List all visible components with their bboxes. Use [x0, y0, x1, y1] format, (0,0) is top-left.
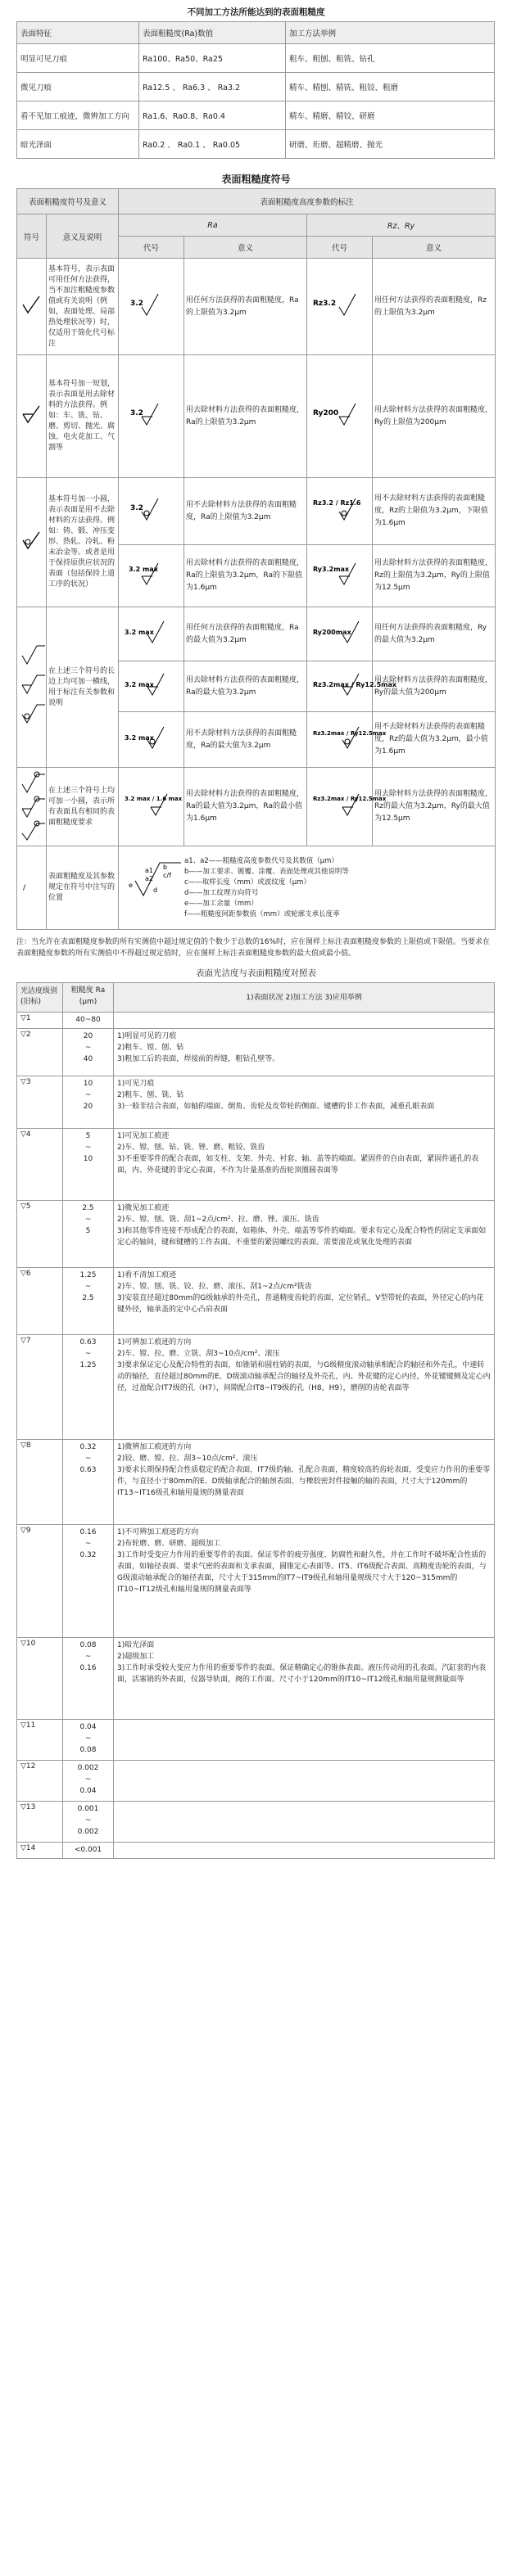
cell: 精车、精磨、精铰、研磨 — [286, 102, 495, 130]
ra-cell: 0.04 ~ 0.08 — [63, 1720, 114, 1761]
ra-code-basic — [119, 259, 184, 355]
rz-meaning: 用去除材料方法获得的表面粗糙度，Ry的上限值为200μm — [373, 355, 496, 478]
position-diagram-icon — [127, 856, 184, 905]
svg-text:e: e — [129, 881, 133, 889]
header-grade: 光洁度级别(旧标) — [17, 983, 63, 1013]
header-method: 加工方法举例 — [286, 22, 495, 44]
ra-cell: 0.32 ~ 0.63 — [63, 1440, 114, 1525]
ra-code-max — [119, 607, 184, 661]
ra-code-removal — [119, 355, 184, 478]
cell: 明显可见刀痕 — [17, 44, 139, 73]
ra-value: 3.2 max — [124, 681, 154, 688]
use-cell — [114, 1720, 495, 1761]
grade-cell: ▽7 — [17, 1335, 63, 1440]
ra-cell: 10 ~ 20 — [63, 1076, 114, 1129]
cell: Ra0.2 、 Ra0.1 、 Ra0.05 — [139, 130, 286, 159]
ra-value: 3.2 — [129, 504, 143, 512]
ra-meaning: 用不去除材料方法获得的表面粗糙度，Ra的最大值为3.2μm — [184, 712, 307, 768]
ra-meaning: 用去除材料方法获得的表面粗糙度，Ra的最大值为3.2μm — [184, 661, 307, 712]
finish-roughness-table — [16, 982, 495, 1859]
header-height-param: 表面粗糙度高度参数的标注 — [119, 189, 496, 214]
use-cell — [114, 1802, 495, 1843]
ra-value: 3.2 max — [124, 629, 154, 636]
ra-cell: 0.002 ~ 0.04 — [63, 1761, 114, 1802]
symbol-basic — [17, 259, 47, 355]
symbol-position — [17, 846, 47, 930]
table-row — [17, 478, 496, 545]
rz-value: Ry3.2max — [312, 566, 349, 573]
grade-cell: ▽1 — [17, 1013, 63, 1029]
rz-code-removal — [307, 355, 373, 478]
use-cell: 1)可见刀痕 2)粗车、刨、铣、钻 3)一般非结合表面，如轴的端面、倒角、齿轮及皮带轮的侧面、键槽的非工作表面，减重孔眼表面 — [114, 1076, 495, 1129]
use-cell: 1)看不清加工痕迹 2)车、镗、刨、铣、铰、拉、磨、滚压、刮1~2点/cm²铣齿 3)安装直径超过80mm的G级轴承的外壳孔，普通精度齿轮的齿面，定位销孔，V型带轮的表面，外径定心的内花键外径，轴承盖的定中心凸肩表面 — [114, 1268, 495, 1335]
legend-line: b——加工要求、镀覆、涂覆、表面处理或其他说明等 — [184, 867, 349, 876]
header-ra: 表面粗糙度(Ra)数值 — [139, 22, 286, 44]
ra-code-range — [119, 545, 184, 607]
use-cell: 1)可见加工痕迹 2)车、镗、刨、钻、铣、锉、磨、粗铰、铣齿 3)不重要零件的配合表面，如支柱、支架、外壳、衬套、轴、盖等的端面。紧固件的自由表面，紧固件通孔的表面，内、外花键的非定心表面，不作为计量基准的齿轮顶圈圆表面等 — [114, 1129, 495, 1201]
rz-code-non-removal — [307, 478, 373, 545]
ra-cell: 40~80 — [63, 1013, 114, 1029]
rz-value: Rz3.2max / Ry12.5max — [312, 730, 386, 737]
rz-code-max — [307, 607, 373, 661]
cell: 精车、精刨、精铣、粗铰、粗磨 — [286, 73, 495, 102]
table-row — [17, 768, 496, 846]
ra-cell: 5 ~ 10 — [63, 1129, 114, 1201]
ra-value: 3.2 — [129, 300, 143, 308]
ra-code-max-removal — [119, 661, 184, 712]
header-meaning: 意义及说明 — [47, 214, 119, 259]
header-use: 1)表面状况 2)加工方法 3)应用举例 — [114, 983, 495, 1013]
use-cell: 1)暗光泽面 2)超级加工 3)工作时承受较大变应力作用的重要零件的表面。保证精确定心的锥体表面。液压传动用的孔表面。汽缸套的内表面，活塞销的外表面，仪器导轨面，阀的工作面。尺寸小于120mm的IT10~IT12级孔和轴用量规测量面等 — [114, 1638, 495, 1720]
table-row — [17, 44, 495, 73]
symbol-removal — [17, 355, 47, 478]
legend-line: a1、a2——粗糙度高度参数代号及其数值（μm） — [184, 856, 338, 865]
cell: 研磨、珩磨、超精磨、抛光 — [286, 130, 495, 159]
svg-text:a1: a1 — [145, 866, 154, 874]
ra-meaning: 用去除材料方法获得的表面粗糙度，Ra的上限值为3.2μm，Ra的下限值为1.6μm — [184, 545, 307, 607]
rz-code-basic — [307, 259, 373, 355]
cell: Ra12.5 、 Ra6.3 、 Ra3.2 — [139, 73, 286, 102]
table-row — [17, 1268, 495, 1335]
ra-cell: 2.5 ~ 5 — [63, 1201, 114, 1268]
table-row — [17, 1638, 495, 1720]
ra-code-max-min — [119, 768, 184, 846]
rz-code-max-range — [307, 712, 386, 768]
cell: 粗车、粗刨、粗铣、钻孔 — [286, 44, 495, 73]
ra-code-max-non-removal — [119, 712, 184, 768]
use-cell: 1)可辨加工痕迹的方向 2)车、镗、拉、磨、立铣、刮3~10点/cm²、滚压 3)要求保证定心及配合特性的表面，如锥销和圆柱销的表面，与G级精度滚动轴承相配合的轴径和外壳孔，中速转动的轴径，直径超过80mm的E、D级滚动轴承配合的轴径及外壳孔，内、外花键的定心内径，外花键键侧及定心内径，过盈配合IT7级的孔（H7），间隙配合IT8~IT9级的孔（H8，H9），磨削的齿轮表面等 — [114, 1335, 495, 1440]
svg-text:d: d — [153, 886, 158, 894]
grade-cell: ▽12 — [17, 1761, 63, 1802]
ra-value: 3.2 — [129, 409, 143, 417]
ra-value: 3.2 max / 1.6 max — [124, 796, 182, 802]
table-row — [17, 1440, 495, 1525]
legend-line: f——粗糙度间距参数值（mm）或轮廓支承长度率 — [184, 909, 340, 918]
rz-code-max-removal — [307, 661, 396, 712]
rz-meaning: 用任何方法获得的表面粗糙度，Ry的最大值为3.2μm — [373, 607, 496, 661]
ra-meaning: 用不去除材料方法获得的表面粗糙度，Ra的上限值为3.2μm — [184, 478, 307, 545]
table-row — [17, 1802, 495, 1843]
ra-cell: 0.16 ~ 0.32 — [63, 1525, 114, 1638]
ra-cell: 0.63 ~ 1.25 — [63, 1335, 114, 1440]
header-code: 代号 — [119, 237, 184, 259]
table1-title: 不同加工方法所能达到的表面粗糙度 — [187, 7, 325, 17]
use-cell: 1)微辨加工痕迹的方向 2)铰、磨、镗、拉、刮3~10点/cm²、滚压 3)要求长期保持配合性质稳定的配合表面，IT7级的轴、孔配合表面，精度较高的齿轮表面，受变应力作用的重要零件，与直径小于80mm的E、D级轴承配合的轴颈表面、与橡胶密封件接触的轴的表面，尺寸大于120mm的IT13~IT16级孔和轴用量规的测量表面 — [114, 1440, 495, 1525]
table-row — [17, 73, 495, 102]
table-row — [17, 1525, 495, 1638]
desc-non-removal: 基本符号加一小圆，表示表面是用不去除材料的方法获得。例如：铸、锻、冲压变形、热轧、冷轧、粉末冶金等。或者是用于保持原供应状况的表面（包括保持上道工序的状况） — [47, 478, 119, 607]
grade-cell: ▽5 — [17, 1201, 63, 1268]
use-cell: 1)不可辨加工痕迹的方向 2)布轮磨、磨、研磨、超级加工 3)工作时受变应力作用的重要零件的表面。保证零件的疲劳强度、防腐性和耐久性，并在工作时不破坏配合性质的表面，如轴径表面、要求气密的表面和支承表面，圆锥定心表面等。IT5、IT6级配合表面、高精度齿轮的表面，与G级滚动轴承配合的轴径表面，尺寸大于315mm的IT7~IT9级孔和轴用量规级尺寸大于120~315mm的IT10~IT12级孔和轴用量规的测量表面等 — [114, 1525, 495, 1638]
svg-text:c/f: c/f — [163, 871, 171, 879]
use-cell: 1)微见加工痕迹 2)车、镗、刨、铣、刮1~2点/cm²、拉、磨、锉、滚压、铣齿 3)和其他零件连接不形成配合的表面，如箱体、外壳、端盖等零件的端面。要求有定心及配合特性的固定支承面如定心的轴间，键和键槽的工作表面。不重要的紧固螺纹的表面。需要滚花或氧化处理的表面 — [114, 1201, 495, 1268]
svg-text:a2: a2 — [145, 874, 154, 882]
ra-value: 3.2 max — [124, 734, 154, 742]
cell: 暗光泽面 — [17, 130, 139, 159]
table2-title: 表面粗糙度符号 — [221, 174, 291, 185]
cell: 看不见加工痕迹，微辨加工方向 — [17, 102, 139, 130]
ra-cell: 1.25 ~ 2.5 — [63, 1268, 114, 1335]
grade-cell: ▽14 — [17, 1843, 63, 1859]
cell: Ra100、Ra50、Ra25 — [139, 44, 286, 73]
table3-title: 表面光洁度与表面粗糙度对照表 — [196, 968, 316, 978]
ra-meaning: 用任何方法获得的表面粗糙度，Ra的上限值为3.2μm — [184, 259, 307, 355]
rz-meaning: 用不去除材料方法获得的表面粗糙度，Rz的上限值为3.2μm，下限值为1.6μm — [373, 478, 496, 545]
rz-value: Rz3.2max / Ry12.5max — [312, 681, 396, 688]
header-ra: 粗糙度 Ra (μm) — [63, 983, 114, 1013]
ra-cell: 20 ~ 40 — [63, 1029, 114, 1076]
svg-text:/: / — [22, 884, 25, 892]
symbol-all-around — [17, 768, 47, 846]
table-row — [17, 130, 495, 159]
ra-code-non-removal — [119, 478, 184, 545]
rz-meaning: 用不去除材料方法获得的表面粗糙度，Rz的最大值为3.2μm，最小值为1.6μm — [373, 712, 496, 768]
cell: Ra1.6、Ra0.8、Ra0.4 — [139, 102, 286, 130]
table-row — [17, 846, 496, 930]
header-rz-ry: Rz、Ry — [307, 214, 496, 237]
header-sense: 意义 — [184, 237, 307, 259]
rz-code-range — [307, 545, 373, 607]
ra-value: 3.2 max — [128, 566, 158, 573]
header-code: 代号 — [307, 237, 373, 259]
table-row — [17, 102, 495, 130]
table-header-row — [17, 22, 495, 44]
grade-cell: ▽3 — [17, 1076, 63, 1129]
grade-cell: ▽10 — [17, 1638, 63, 1720]
legend-line: c——取样长度（mm）或波纹度（μm） — [184, 877, 310, 886]
table-row — [17, 607, 496, 661]
grade-cell: ▽9 — [17, 1525, 63, 1638]
desc-removal: 基本符号加一短划，表示表面是用去除材料的方法获得。例如：车、铣、钻、磨、剪切、抛光、腐蚀、电火花加工、气割等 — [47, 355, 119, 478]
svg-text:b: b — [163, 863, 168, 871]
rz-value: Ry200max — [312, 629, 351, 636]
table-row — [17, 1201, 495, 1268]
note-text: 注：当允许在表面粗糙度参数的所有实测值中超过规定值的个数少于总数的16%时，应在图样上标注表面粗糙度参数的上限值或下限值。当要求在表面粗糙度参数的所有实测值中不得超过规定值时，应在图样上标注表面粗糙度参数的最大值或最小值。 — [16, 938, 491, 958]
grade-cell: ▽2 — [17, 1029, 63, 1076]
grade-cell: ▽4 — [17, 1129, 63, 1201]
ra-cell: <0.001 — [63, 1843, 114, 1859]
grade-cell: ▽11 — [17, 1720, 63, 1761]
use-cell: 1)明显可见的刀痕 2)粗车、镗、刨、钻 3)粗加工后的表面，焊接前的焊缝，粗钻孔壁等。 — [114, 1029, 495, 1076]
rz-meaning: 用任何方法获得的表面粗糙度，Rz的上限值为3.2μm — [373, 259, 496, 355]
ra-cell: 0.001 ~ 0.002 — [63, 1802, 114, 1843]
header-symbol: 符号 — [17, 214, 47, 259]
position-legend — [119, 846, 496, 930]
table-row — [17, 1761, 495, 1802]
desc-all-around: 在上述三个符号上均可加一小圆，表示所有表面具有相同的表面粗糙度要求 — [47, 768, 119, 846]
table-row — [17, 355, 496, 478]
table-row — [17, 1335, 495, 1440]
roughness-methods-table — [16, 21, 495, 159]
desc-basic: 基本符号，表示表面可用任何方法获得，当不加注粗糙度参数值或有关说明（例如，表面处理、局部热处理状况等）时，仅适用于简化代号标注 — [47, 259, 119, 355]
symbol-with-line — [17, 607, 47, 768]
ra-meaning: 用去除材料方法获得的表面粗糙度，Ra的上限值为3.2μm — [184, 355, 307, 478]
table-row — [17, 259, 496, 355]
rz-value: Rz3.2 / Rz1.6 — [312, 499, 360, 507]
use-cell — [114, 1843, 495, 1859]
rz-value: Rz3.2 — [312, 300, 336, 308]
rz-code-max-max — [307, 768, 386, 846]
rz-meaning: 用去除材料方法获得的表面粗糙度，Ry的最大值为200μm — [373, 661, 496, 712]
grade-cell: ▽13 — [17, 1802, 63, 1843]
ra-meaning: 用任何方法获得的表面粗糙度，Ra的最大值为3.2μm — [184, 607, 307, 661]
ra-cell: 0.08 ~ 0.16 — [63, 1638, 114, 1720]
desc-position: 表面粗糙度及其参数规定在符号中注写的位置 — [47, 846, 119, 930]
table-row — [17, 1029, 495, 1076]
legend-line: d——加工纹理方向符号 — [184, 888, 259, 897]
use-cell — [114, 1761, 495, 1802]
header-symbol-meaning: 表面粗糙度符号及意义 — [17, 189, 119, 214]
rz-value: Rz3.2max / Ry12.5max — [312, 796, 386, 802]
table-row — [17, 1720, 495, 1761]
header-sense: 意义 — [373, 237, 496, 259]
rz-value: Ry200 — [312, 409, 338, 417]
symbol-non-removal — [17, 478, 47, 607]
table-row — [17, 1843, 495, 1859]
rz-meaning: 用去除材料方法获得的表面粗糙度，Rz的上限值为3.2μm，Ry的上限值为12.5μm — [373, 545, 496, 607]
header-feature: 表面特征 — [17, 22, 139, 44]
use-cell — [114, 1013, 495, 1029]
table-row — [17, 1129, 495, 1201]
grade-cell: ▽8 — [17, 1440, 63, 1525]
desc-with-line: 在上述三个符号的长边上均可加一横线，用于标注有关参数和说明 — [47, 607, 119, 768]
rz-meaning: 用去除材料方法获得的表面粗糙度，Rz的最大值为3.2μm，Ry的最大值为12.5μm — [373, 768, 496, 846]
grade-cell: ▽6 — [17, 1268, 63, 1335]
ra-meaning: 用去除材料方法获得的表面粗糙度，Ra的最大值为3.2μm，Ra的最小值为1.6μm — [184, 768, 307, 846]
header-ra: Ra — [119, 214, 307, 237]
cell: 微见刀痕 — [17, 73, 139, 102]
roughness-symbol-table — [16, 188, 496, 930]
table-row — [17, 1013, 495, 1029]
table-row — [17, 1076, 495, 1129]
legend-line: e——加工余量（mm） — [184, 899, 258, 908]
